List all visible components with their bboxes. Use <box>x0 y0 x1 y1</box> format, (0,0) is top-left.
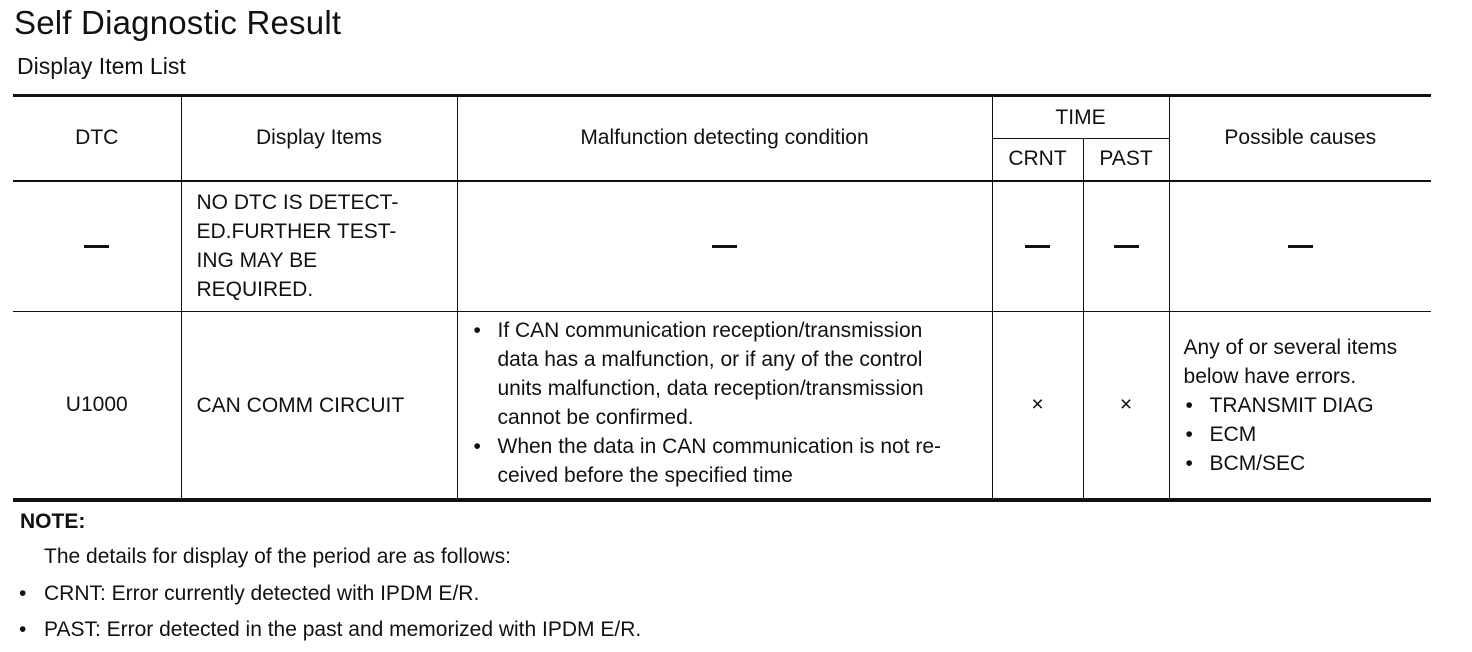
causes-intro-line: below have errors. <box>1183 364 1357 388</box>
cause-text: ECM <box>1209 422 1257 446</box>
display-item-line: REQUIRED. <box>196 278 314 302</box>
bullet-mark: • <box>1185 451 1193 475</box>
row2-past: × <box>1083 312 1169 501</box>
condition-line: units malfunction, data reception/transmission <box>497 377 924 400</box>
condition-text <box>498 432 942 490</box>
bullet-mark: • <box>19 582 27 605</box>
row1-condition <box>457 181 992 312</box>
dash-mark <box>84 245 109 248</box>
display-item-table <box>13 94 1431 502</box>
row2-dtc: U1000 <box>13 312 181 501</box>
row2-crnt: × <box>992 312 1083 501</box>
display-item-line: NO DTC IS DETECT- <box>196 191 399 215</box>
bullet-mark: • <box>19 618 27 641</box>
header-display-items: Display Items <box>181 96 457 181</box>
page-title: Self Diagnostic Result <box>14 4 342 41</box>
row2-causes <box>1169 312 1431 501</box>
bullet-mark: • <box>1185 393 1193 417</box>
condition-line: If CAN communication reception/transmission <box>497 319 923 342</box>
condition-bullet <box>474 432 980 490</box>
row1-display-items <box>181 181 457 312</box>
header-time: TIME <box>992 96 1169 139</box>
header-condition: Malfunction detecting condition <box>457 96 992 181</box>
cause-item <box>1184 449 1424 478</box>
display-item-line: ING MAY BE <box>196 249 318 273</box>
row2-display-item: CAN COMM CIRCUIT <box>181 312 457 501</box>
row1-dtc <box>13 181 181 312</box>
row2-condition <box>457 312 992 501</box>
bullet-mark: • <box>473 319 481 342</box>
note-item-text: PAST: Error detected in the past and memorized with IPDM E/R. <box>44 618 642 641</box>
condition-line: ceived before the specified time <box>497 464 793 487</box>
row1-past <box>1083 181 1169 312</box>
condition-line: cannot be confirmed. <box>497 406 694 429</box>
causes-intro-line: Any of or several items <box>1183 335 1398 359</box>
condition-line: data has a malfunction, or if any of the control <box>497 348 923 371</box>
row1-causes <box>1169 181 1431 312</box>
note-intro: The details for display of the period are as follows: <box>44 545 511 568</box>
header-causes: Possible causes <box>1169 96 1431 181</box>
row1-crnt <box>992 181 1083 312</box>
cause-item <box>1184 391 1424 420</box>
dash-mark <box>1288 245 1313 248</box>
header-dtc: DTC <box>13 96 181 181</box>
condition-line: When the data in CAN communication is not re- <box>497 435 942 458</box>
dash-mark <box>1025 245 1050 248</box>
cause-text: BCM/SEC <box>1209 451 1306 475</box>
cause-text: TRANSMIT DIAG <box>1209 393 1374 417</box>
table-row <box>13 312 1431 501</box>
bullet-mark: • <box>1185 422 1193 446</box>
header-crnt: CRNT <box>992 139 1083 181</box>
condition-bullet <box>474 316 980 432</box>
note-item-past <box>19 618 641 642</box>
cause-item <box>1184 420 1424 449</box>
header-past: PAST <box>1083 139 1169 181</box>
dash-mark <box>1114 245 1139 248</box>
dash-mark <box>712 245 737 248</box>
note-item-text: CRNT: Error currently detected with IPDM E/R. <box>44 582 480 605</box>
note-item-crnt <box>19 582 479 606</box>
page-subtitle: Display Item List <box>17 53 186 79</box>
condition-text <box>498 316 924 432</box>
note-heading: NOTE: <box>20 510 86 533</box>
display-item-line: ED.FURTHER TEST- <box>196 220 397 244</box>
table-row <box>13 181 1431 312</box>
bullet-mark: • <box>473 435 481 458</box>
